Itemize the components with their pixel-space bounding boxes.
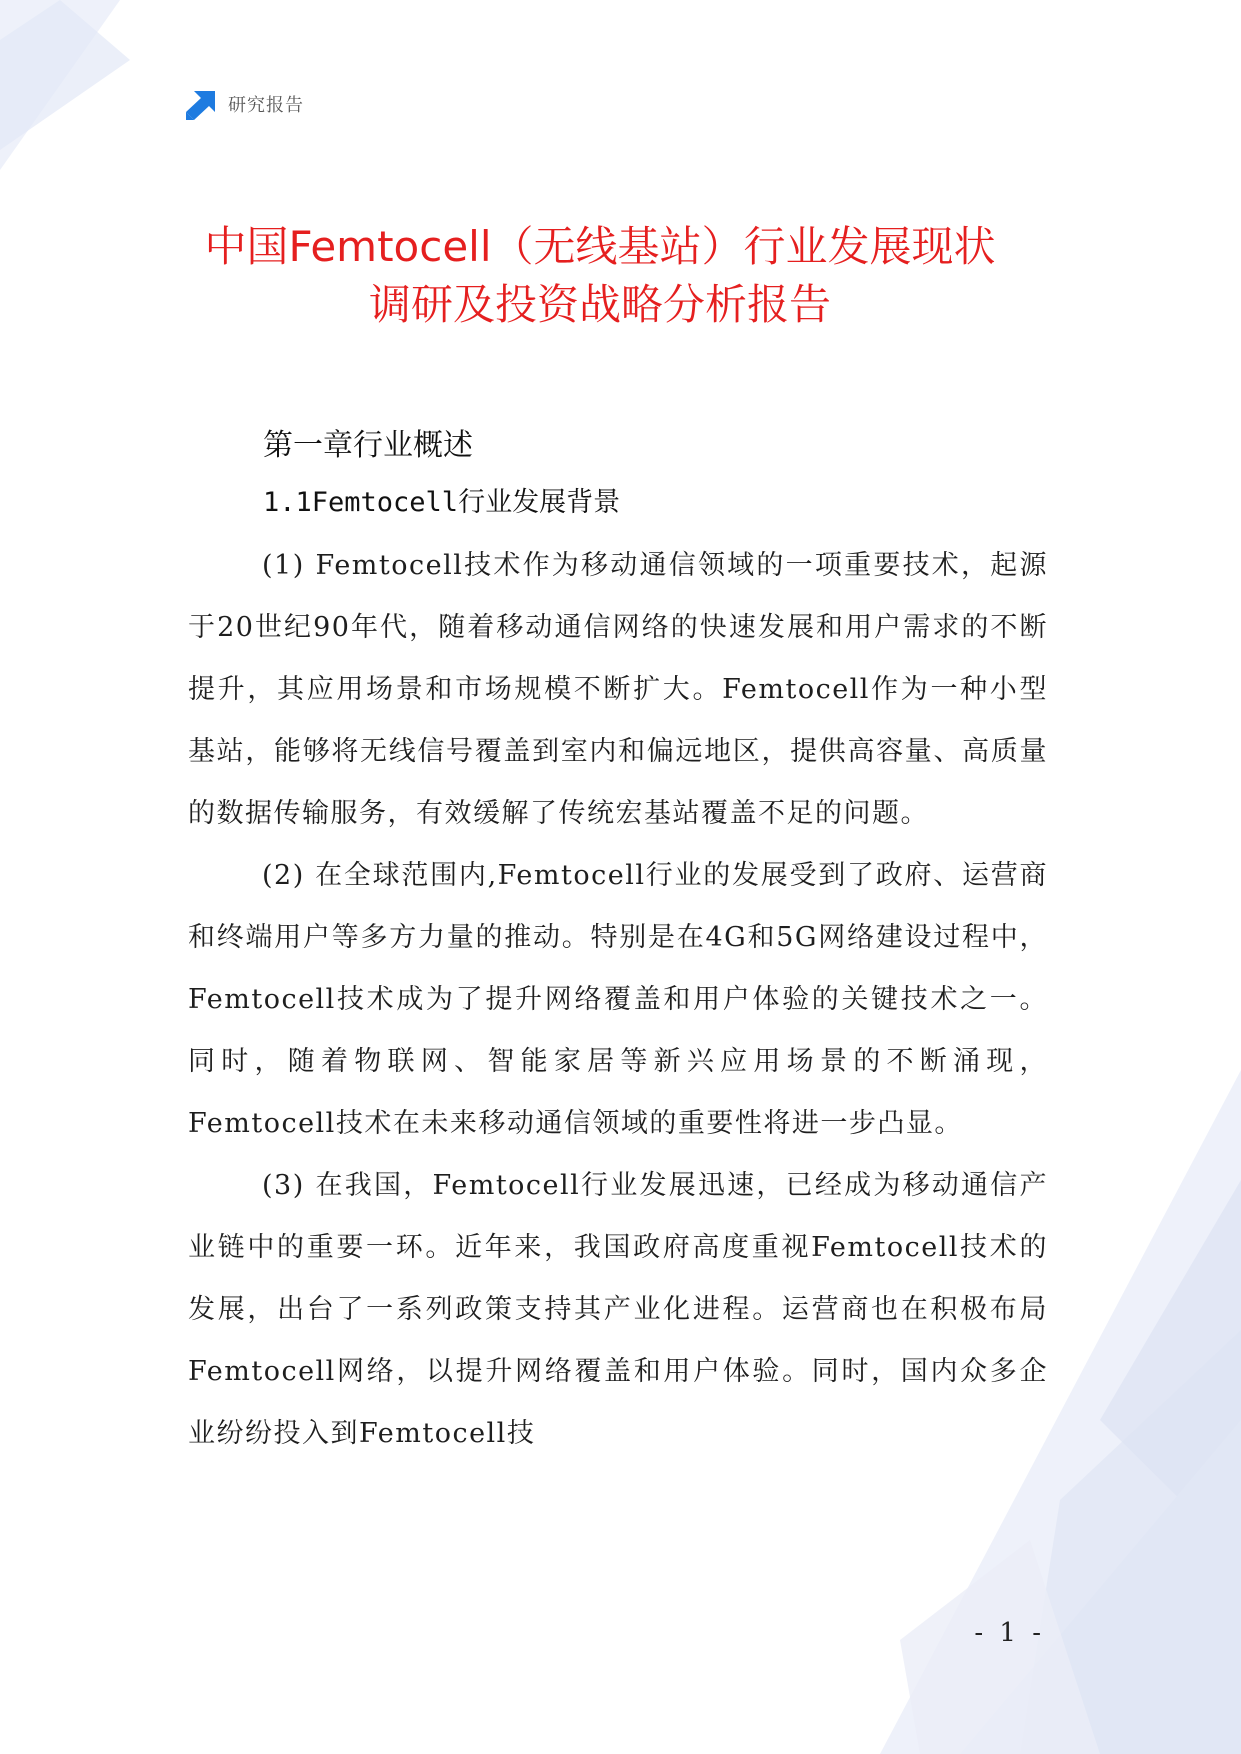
paragraph-1: (1) Femtocell技术作为移动通信领域的一项重要技术，起源于20世纪90年代，随着移动通信网络的快速发展和用户需求的不断提升，其应用场景和市场规模不断扩大。Femtocell作为一种小型基站，能够将无线信号覆盖到室内和偏远地区，提供高容量、高质量的数据传输服务，有效缓解了传统宏基站覆盖不足的问题。 bbox=[188, 550, 1048, 829]
title-line-1: 中国Femtocell（无线基站）行业发展现状 bbox=[204, 222, 996, 271]
body-text bbox=[188, 535, 1048, 1465]
document-title bbox=[150, 218, 1050, 334]
report-header bbox=[186, 88, 304, 120]
arrow-up-right-icon bbox=[186, 88, 218, 120]
header-label: 研究报告 bbox=[228, 95, 304, 116]
paragraph-3: (3) 在我国，Femtocell行业发展迅速，已经成为移动通信产业链中的重要一环。近年来，我国政府高度重视Femtocell技术的发展，出台了一系列政策支持其产业化进程。运营商也在积极布局Femtocell网络，以提升网络覆盖和用户体验。同时，国内众多企业纷纷投入到Femtocell技 bbox=[188, 1170, 1048, 1449]
page-number: - 1 - bbox=[974, 1618, 1045, 1648]
paragraph-2: (2) 在全球范围内,Femtocell行业的发展受到了政府、运营商和终端用户等多方力量的推动。特别是在4G和5G网络建设过程中，Femtocell技术成为了提升网络覆盖和用户体验的关键技术之一。同时，随着物联网、智能家居等新兴应用场景的不断涌现，Femtocell技术在未来移动通信领域的重要性将进一步凸显。 bbox=[188, 860, 1048, 1139]
title-line-2: 调研及投资战略分析报告 bbox=[368, 280, 831, 329]
chapter-heading: 第一章行业概述 bbox=[263, 428, 473, 463]
section-heading: 1.1Femtocell行业发展背景 bbox=[263, 487, 621, 518]
